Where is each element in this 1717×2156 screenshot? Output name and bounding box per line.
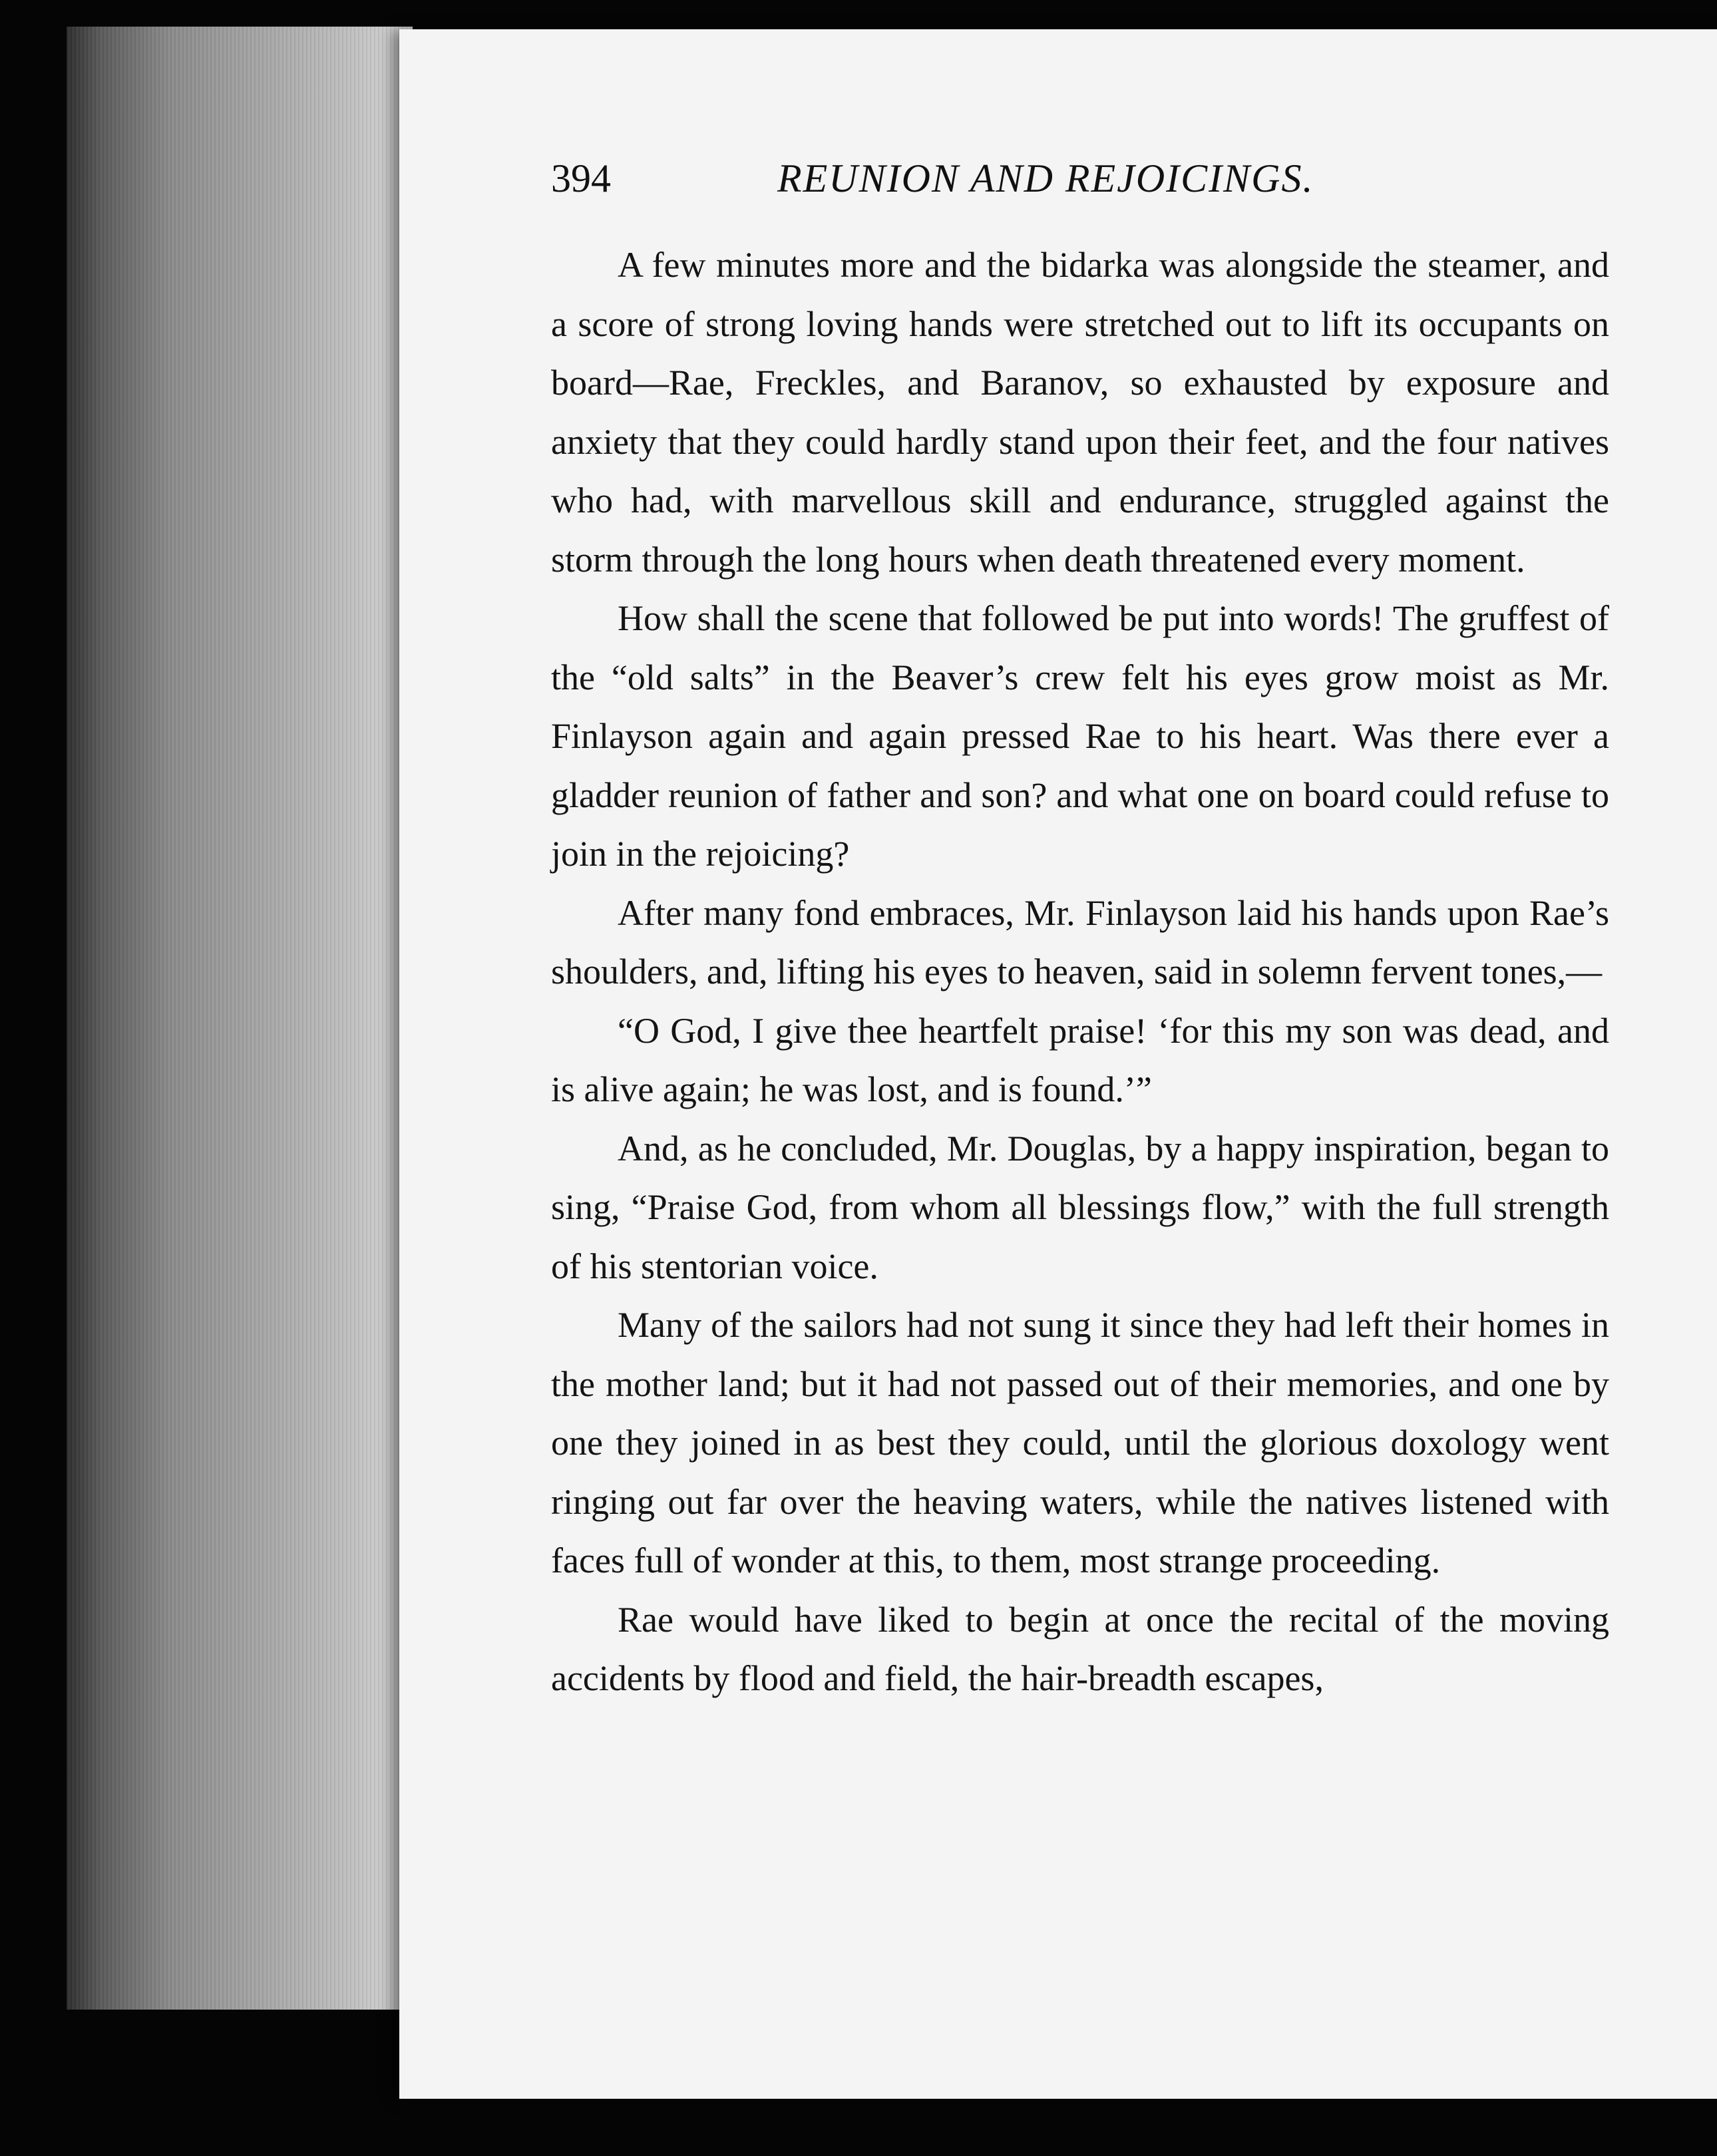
paragraph: A few minutes more and the bidarka was alongside the steamer, and a score of strong loving hands were stretched out to lift its occupants on board—Rae, Freckles, and Baranov, so exhausted by exposure and anxiety that they could hardly stand upon their feet, and the four natives who had, with marvellous skill and endurance, struggled against the storm through the long hours when death threatened every moment. <box>551 245 1609 580</box>
paragraph: After many fond embraces, Mr. Finlayson laid his hands upon Rae’s shoulders, and, lifting his eyes to heaven, said in solemn fervent tones,— <box>551 892 1609 991</box>
page-number: 394 <box>551 156 611 200</box>
running-head <box>551 156 1609 209</box>
paragraph: “O God, I give thee heartfelt praise! ‘for this my son was dead, and is alive again; he was lost, and is found.’” <box>551 1010 1609 1109</box>
scan-bottom-border <box>399 2099 1717 2156</box>
paragraph: Rae would have liked to begin at once the recital of the moving accidents by flood and field, the hair-breadth escapes, <box>551 1599 1609 1698</box>
book-page <box>399 29 1717 2099</box>
chapter-title: REUNION AND REJOICINGS. <box>777 156 1314 200</box>
paragraph: Many of the sailors had not sung it since they had left their homes in the mother land; but it had not passed out of their memories, and one by one they joined in as best they could, until the glorious doxology went ringing out far over the heaving waters, while the natives listened with faces full of wonder at this, to them, most strange proceeding. <box>551 1305 1609 1580</box>
paragraph: How shall the scene that followed be put into words! The gruffest of the “old salts” in the Beaver’s crew felt his eyes grow moist as Mr. Finlayson again and again pressed Rae to his heart. Was there ever a gladder reunion of father and son? and what one on board could refuse to join in the rejoicing? <box>551 598 1609 874</box>
book-page-edges <box>67 27 413 2010</box>
page-content <box>551 156 1609 1708</box>
paragraph: And, as he concluded, Mr. Douglas, by a happy inspiration, began to sing, “Praise God, from whom all blessings flow,” with the full strength of his stentorian voice. <box>551 1128 1609 1286</box>
